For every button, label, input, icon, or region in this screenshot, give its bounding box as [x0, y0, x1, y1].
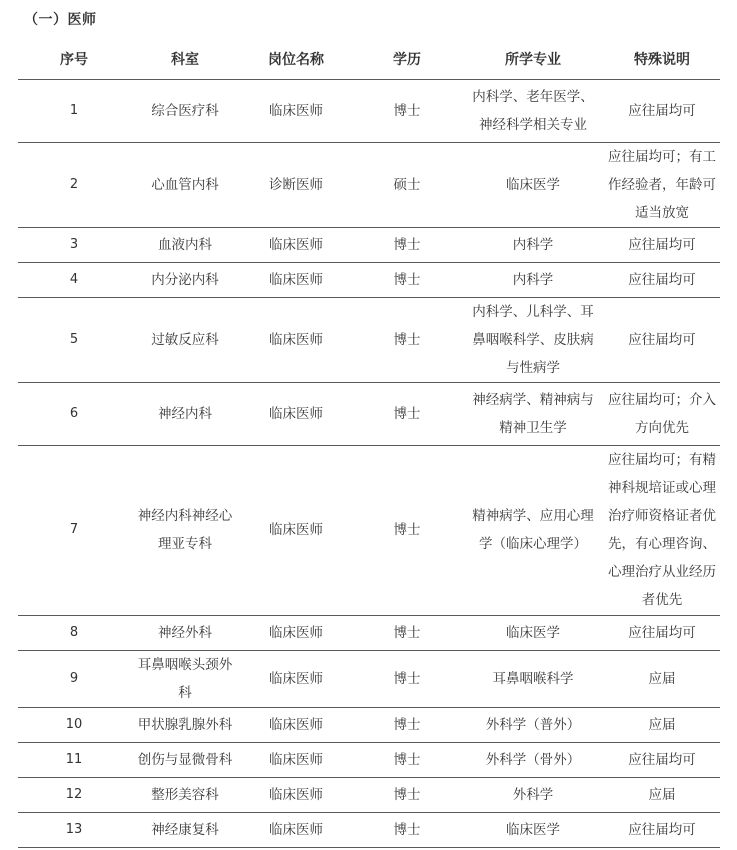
cell-dept-text: 耳鼻咽喉头颈外科: [137, 656, 233, 701]
cell-education: [352, 650, 462, 707]
cell-dept-text: 血液内科: [158, 236, 212, 253]
cell-position: [240, 615, 352, 650]
cell-major-text: 临床医学: [506, 821, 560, 838]
cell-position: [240, 650, 352, 707]
cell-education-text: 博士: [393, 102, 421, 119]
cell-dept: [130, 812, 240, 847]
cell-major: [462, 227, 604, 262]
cell-education: [352, 615, 462, 650]
cell-position: [240, 382, 352, 445]
cell-major-text: 神经病学、精神病与精神卫生学: [472, 391, 594, 436]
cell-no-text: 6: [69, 405, 79, 421]
cell-education: [352, 812, 462, 847]
cell-position: [240, 812, 352, 847]
cell-dept: [130, 142, 240, 227]
cell-education-text: 博士: [393, 271, 421, 288]
cell-note-text: 应往届均可: [628, 271, 696, 288]
table-row: [18, 297, 720, 382]
cell-no-text: 3: [69, 236, 79, 252]
cell-dept: [130, 707, 240, 742]
cell-major-text: 内科学: [512, 271, 554, 288]
cell-major-text: 外科学（骨外）: [485, 751, 581, 768]
cell-no: [18, 382, 130, 445]
cell-no: [18, 742, 130, 777]
cell-education-text: 博士: [393, 405, 421, 422]
cell-major: [462, 615, 604, 650]
cell-position: [240, 777, 352, 812]
table-row: [18, 615, 720, 650]
table-row: [18, 142, 720, 227]
cell-dept: [130, 742, 240, 777]
cell-education-text: 博士: [393, 821, 421, 838]
cell-note: [604, 445, 720, 615]
cell-education-text: 博士: [393, 751, 421, 768]
table-row: [18, 227, 720, 262]
header-no: 序号: [18, 40, 130, 79]
cell-position-text: 临床医师: [269, 331, 323, 348]
cell-education-text: 硕士: [393, 176, 421, 193]
cell-major-text: 外科学（普外）: [485, 716, 581, 733]
cell-note-text: 应届: [648, 670, 676, 687]
cell-position-text: 临床医师: [269, 821, 323, 838]
cell-note: [604, 227, 720, 262]
cell-no: [18, 615, 130, 650]
cell-no: [18, 812, 130, 847]
cell-education: [352, 262, 462, 297]
cell-no-text: 10: [65, 716, 83, 732]
cell-dept: [130, 650, 240, 707]
table-body: [18, 79, 720, 847]
cell-note: [604, 812, 720, 847]
table-row: [18, 382, 720, 445]
cell-note: [604, 297, 720, 382]
recruitment-table: [18, 40, 720, 848]
cell-education-text: 博士: [393, 331, 421, 348]
cell-no-text: 2: [69, 176, 79, 192]
cell-note: [604, 742, 720, 777]
cell-no-text: 5: [69, 331, 79, 347]
cell-dept: [130, 382, 240, 445]
header-note: 特殊说明: [604, 40, 720, 79]
cell-no-text: 11: [65, 751, 83, 767]
cell-position: [240, 227, 352, 262]
header-dept: 科室: [130, 40, 240, 79]
cell-major: [462, 262, 604, 297]
cell-note-text: 应往届均可: [628, 102, 696, 119]
cell-note: [604, 615, 720, 650]
cell-major: [462, 382, 604, 445]
cell-note: [604, 262, 720, 297]
cell-position-text: 临床医师: [269, 102, 323, 119]
cell-major-text: 精神病学、应用心理学（临床心理学）: [472, 508, 594, 552]
cell-dept-text: 心血管内科: [151, 176, 219, 193]
table-row: [18, 79, 720, 142]
cell-no: [18, 777, 130, 812]
cell-note: [604, 650, 720, 707]
cell-dept-text: 神经外科: [158, 624, 212, 641]
cell-major: [462, 297, 604, 382]
table-row: [18, 262, 720, 297]
cell-note-text: 应往届均可；有精神科规培证或心理治疗师资格证者优先，有心理咨询、心理治疗从业经历者优先: [608, 452, 716, 608]
cell-note-text: 应往届均可: [628, 821, 696, 838]
table-row: [18, 812, 720, 847]
cell-note-text: 应届: [648, 786, 676, 803]
cell-education-text: 博士: [393, 786, 421, 803]
cell-dept-text: 神经内科神经心理亚专科: [137, 508, 233, 552]
cell-position-text: 临床医师: [269, 405, 323, 422]
cell-note-text: 应往届均可；介入方向优先: [608, 391, 716, 436]
cell-position: [240, 297, 352, 382]
cell-note-text: 应往届均可: [628, 236, 696, 253]
cell-note: [604, 707, 720, 742]
cell-dept-text: 内分泌内科: [151, 271, 219, 288]
cell-position-text: 临床医师: [269, 786, 323, 803]
cell-dept-text: 整形美容科: [151, 786, 219, 803]
cell-no-text: 13: [65, 821, 83, 837]
cell-no: [18, 142, 130, 227]
cell-position-text: 临床医师: [269, 670, 323, 687]
cell-major-text: 内科学: [512, 236, 554, 253]
cell-position-text: 临床医师: [269, 236, 323, 253]
cell-dept-text: 神经康复科: [151, 821, 219, 838]
cell-position-text: 临床医师: [269, 271, 323, 288]
cell-no: [18, 650, 130, 707]
cell-dept-text: 过敏反应科: [151, 331, 219, 348]
cell-position-text: 临床医师: [269, 522, 323, 538]
cell-no-text: 9: [69, 670, 79, 686]
cell-major-text: 内科学、儿科学、耳鼻咽喉科学、皮肤病与性病学: [472, 303, 594, 376]
cell-major: [462, 777, 604, 812]
cell-no: [18, 297, 130, 382]
cell-major: [462, 650, 604, 707]
cell-note: [604, 142, 720, 227]
cell-major-text: 临床医学: [506, 624, 560, 641]
cell-education-text: 博士: [393, 522, 421, 538]
cell-education-text: 博士: [393, 716, 421, 733]
cell-dept: [130, 777, 240, 812]
cell-education-text: 博士: [393, 236, 421, 253]
cell-dept-text: 综合医疗科: [151, 102, 219, 119]
cell-note-text: 应届: [648, 716, 676, 733]
cell-no-text: 7: [69, 522, 79, 537]
cell-no-text: 8: [69, 624, 79, 640]
cell-dept-text: 创伤与显微骨科: [137, 751, 233, 768]
cell-no: [18, 262, 130, 297]
cell-position: [240, 742, 352, 777]
cell-dept: [130, 227, 240, 262]
cell-education: [352, 227, 462, 262]
cell-position: [240, 142, 352, 227]
cell-position-text: 临床医师: [269, 716, 323, 733]
cell-no-text: 12: [65, 786, 83, 802]
table-row: [18, 777, 720, 812]
cell-position: [240, 79, 352, 142]
cell-note: [604, 382, 720, 445]
header-position: 岗位名称: [240, 40, 352, 79]
table-row: [18, 650, 720, 707]
cell-education: [352, 742, 462, 777]
cell-no: [18, 707, 130, 742]
cell-education: [352, 777, 462, 812]
cell-dept: [130, 615, 240, 650]
cell-position: [240, 262, 352, 297]
cell-dept: [130, 297, 240, 382]
cell-major-text: 内科学、老年医学、神经科学相关专业: [472, 88, 594, 133]
cell-dept: [130, 79, 240, 142]
cell-position-text: 临床医师: [269, 751, 323, 768]
cell-no-text: 4: [69, 271, 79, 287]
section-title: （一）医师: [24, 12, 97, 28]
cell-education: [352, 142, 462, 227]
cell-no-text: 1: [69, 102, 79, 118]
cell-major-text: 耳鼻咽喉科学: [492, 670, 574, 687]
cell-major-text: 外科学: [512, 786, 554, 803]
cell-education: [352, 382, 462, 445]
cell-position-text: 临床医师: [269, 624, 323, 641]
cell-position-text: 诊断医师: [269, 176, 323, 193]
cell-education: [352, 707, 462, 742]
header-education: 学历: [352, 40, 462, 79]
cell-no: [18, 79, 130, 142]
cell-note-text: 应往届均可；有工作经验者，年龄可适当放宽: [608, 148, 716, 221]
table-row: [18, 445, 720, 615]
recruitment-table-container: [18, 40, 720, 848]
cell-note-text: 应往届均可: [628, 751, 696, 768]
cell-note: [604, 79, 720, 142]
cell-note-text: 应往届均可: [628, 331, 696, 348]
cell-major: [462, 812, 604, 847]
cell-education: [352, 297, 462, 382]
cell-education: [352, 445, 462, 615]
cell-no: [18, 227, 130, 262]
cell-no: [18, 445, 130, 615]
header-major: 所学专业: [462, 40, 604, 79]
cell-major: [462, 707, 604, 742]
cell-major: [462, 742, 604, 777]
cell-education: [352, 79, 462, 142]
cell-position: [240, 707, 352, 742]
cell-major: [462, 79, 604, 142]
cell-education-text: 博士: [393, 670, 421, 687]
cell-education-text: 博士: [393, 624, 421, 641]
cell-note-text: 应往届均可: [628, 624, 696, 641]
cell-major: [462, 445, 604, 615]
cell-position: [240, 445, 352, 615]
cell-note: [604, 777, 720, 812]
cell-dept-text: 神经内科: [158, 405, 212, 422]
cell-dept-text: 甲状腺乳腺外科: [137, 716, 233, 733]
table-row: [18, 742, 720, 777]
cell-major: [462, 142, 604, 227]
cell-major-text: 临床医学: [506, 176, 560, 193]
cell-dept: [130, 262, 240, 297]
cell-dept: [130, 445, 240, 615]
table-row: [18, 707, 720, 742]
header-row: [18, 40, 720, 79]
